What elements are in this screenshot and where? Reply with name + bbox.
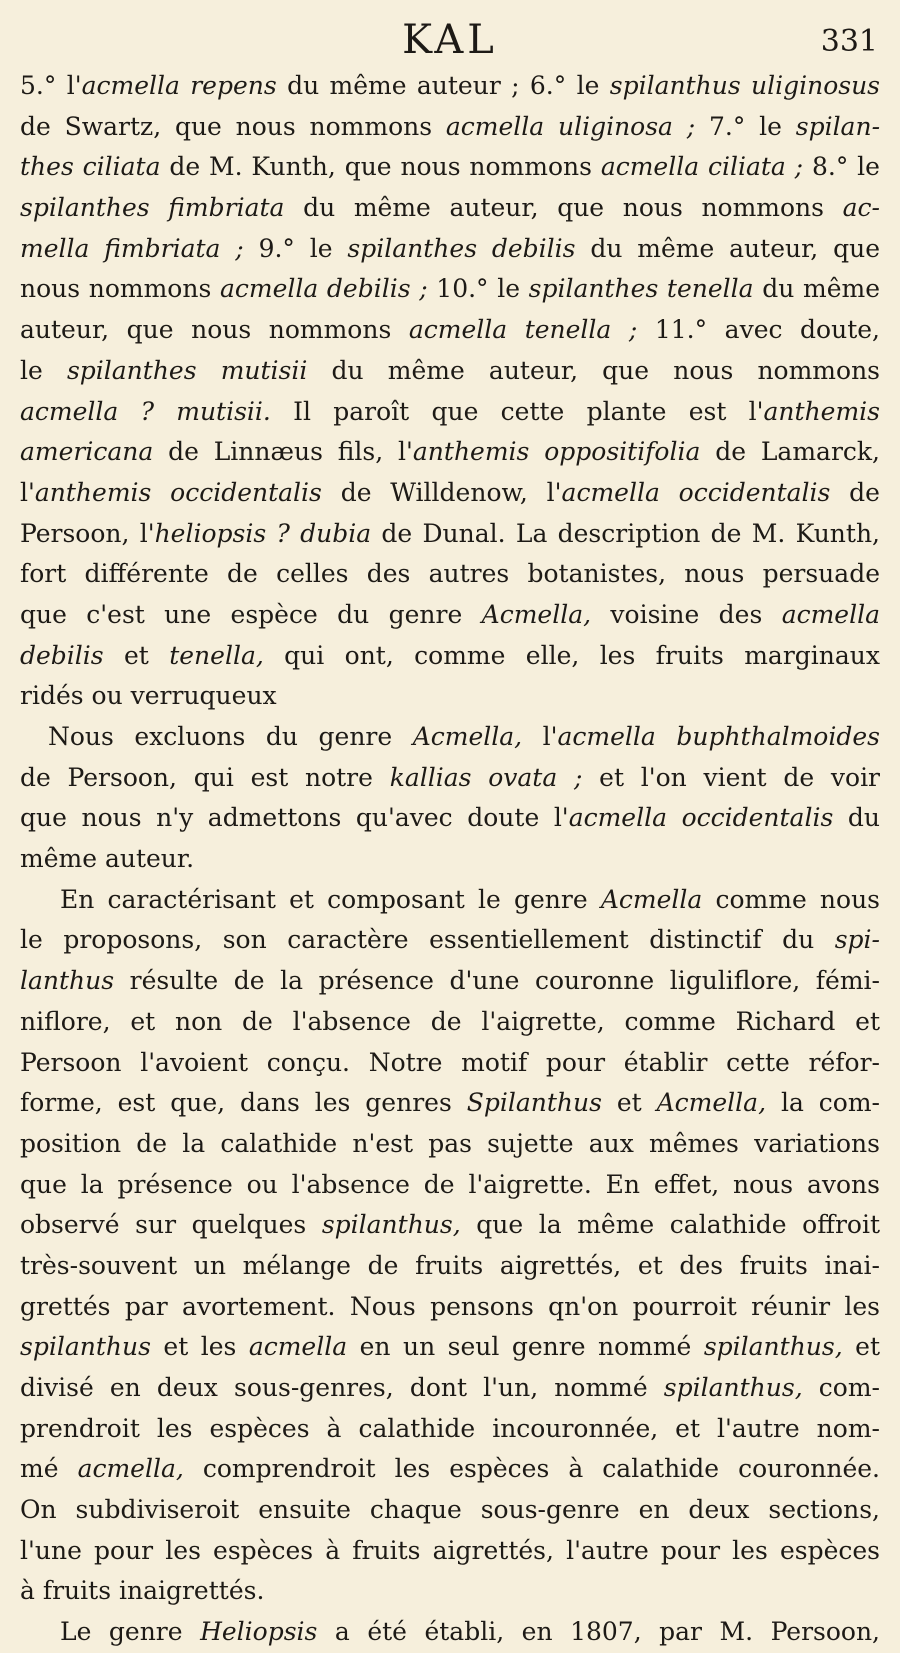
italic-text: Acmella, [412,722,523,751]
text-segment: et [842,1332,880,1362]
text-segment: le [20,355,67,385]
text-segment: 11.° avec doute, [637,315,880,345]
text-line [20,595,880,636]
text-segment: de Swartz, que nous nommons [20,111,446,141]
text-line [20,269,880,310]
text-line [20,717,880,758]
text-segment: de Persoon, qui est notre [20,762,390,792]
text-segment: position de la calathide n'est pas sujette aux mêmes variations [20,1128,880,1158]
italic-text: spilanthus, [321,1210,461,1240]
text-segment: qui ont, comme elle, les fruits marginaux [263,640,880,670]
text-segment: la com- [766,1088,880,1118]
italic-text: Acmella [600,884,703,914]
text-segment: 8.° le [803,152,880,182]
text-line [20,1124,880,1165]
text-line [20,107,880,148]
text-segment: de Dunal. La description de M. Kunth, [371,518,880,548]
text-line [20,1571,880,1612]
italic-text: acmella uliginosa ; [445,111,696,141]
italic-text: thes ciliata [20,152,161,182]
text-segment: le proposons, son caractère essentiellement distinctif du [20,925,835,955]
text-line [20,880,880,921]
text-line [20,229,880,270]
text-segment: Le genre [60,1617,201,1647]
italic-text: acmella ? mutisii. [20,396,271,426]
text-segment: que nous n'y admettons qu'avec doute l' [20,803,569,833]
text-line [20,1002,880,1043]
italic-text: Heliopsis [200,1617,318,1647]
italic-text: acmella [781,599,880,629]
italic-text: lanthus [20,966,115,996]
italic-text: anthemis oppositifolia [412,437,701,467]
text-line [20,839,880,880]
italic-text: debilis [20,640,104,670]
italic-text: acmella, [77,1454,184,1484]
italic-text: spilan- [795,111,880,141]
text-segment: Persoon, l' [20,518,155,548]
text-line [20,758,880,799]
text-line [20,432,880,473]
text-segment: com- [802,1373,880,1402]
text-segment: du même [753,274,880,304]
text-segment: niflore, et non de l'absence de l'aigrette, comme Richard et [20,1006,880,1036]
text-line [20,147,880,188]
text-segment: 9.° le [243,233,348,263]
text-segment: nous nommons [20,274,220,304]
italic-text: Acmella, [656,1088,767,1118]
text-line [20,1612,880,1653]
text-segment: 10.° le [427,274,529,304]
text-line [20,188,880,229]
text-line [20,1043,880,1084]
text-segment: résulte de la présence d'une couronne liguliflore, fémi- [114,966,880,996]
text-segment: de Lamarck, [700,437,880,467]
text-line [20,351,880,392]
text-segment: et [601,1088,657,1118]
text-segment: observé sur quelques [20,1210,322,1240]
text-line [20,66,880,107]
text-segment: de Willdenow, l' [321,477,562,507]
text-segment: divisé en deux sous-genres, dont l'un, nommé [20,1373,664,1402]
text-segment: que la même calathide offroit [460,1210,880,1240]
running-head: KAL [402,17,498,63]
text-segment: forme, est que, dans les genres [20,1088,467,1118]
italic-text: acmella occidentalis [568,803,834,833]
text-line [20,920,880,961]
italic-text: spilanthes tenella [528,274,754,304]
text-line [20,1490,880,1531]
text-line [20,392,880,433]
text-segment: Persoon l'avoient conçu. Notre motif pour établir cette réfor- [20,1047,880,1077]
text-segment: comme nous [702,884,880,914]
text-line [20,1449,880,1490]
text-segment: 7.° le [695,111,796,141]
text-segment: On subdiviseroit ensuite chaque sous-genre en deux sections, [20,1495,880,1525]
text-line [20,1327,880,1368]
italic-text: heliopsis ? dubia [154,518,372,548]
text-segment: l'une pour les espèces à fruits aigrettés, l'autre pour les espèces [20,1535,880,1565]
text-segment: Nous excluons du genre [48,722,413,751]
italic-text: acmella [248,1332,348,1362]
italic-text: acmella buphthalmoides [557,722,880,751]
text-segment: a été établi, en 1807, par M. Persoon, [317,1617,880,1647]
text-segment: de M. Kunth, que nous nommons [160,152,601,182]
text-segment: l' [20,477,35,507]
text-line [20,473,880,514]
page-header [0,14,900,66]
italic-text: spilanthes mutisii [66,355,308,385]
text-line [20,961,880,1002]
text-segment: ridés ou verruqueux [20,681,277,711]
italic-text: Acmella, [481,599,592,629]
text-segment: du même auteur, que [575,233,880,263]
italic-text: anthemis occidentalis [34,477,322,507]
text-line [20,310,880,351]
text-line [20,514,880,555]
italic-text: ac- [842,193,880,223]
text-line [20,1368,880,1409]
text-line [20,636,880,677]
text-segment: très-souvent un mélange de fruits aigrettés, et des fruits inai- [20,1250,880,1280]
italic-text: spilanthus, [703,1332,843,1362]
text-segment: de [830,477,880,507]
italic-text: spilanthes debilis [347,233,576,263]
italic-text: acmella ciliata ; [600,152,804,182]
italic-text: spilanthus uliginosus [609,71,880,100]
text-segment: du même auteur, que nous nommons [307,355,880,385]
text-segment: que c'est une espèce du genre [20,599,482,629]
italic-text: spi- [834,925,880,955]
text-line [20,1409,880,1450]
text-segment: et [103,640,170,670]
text-line [20,554,880,595]
text-line [20,1165,880,1206]
text-segment: et l'on vient de voir [582,762,880,792]
text-segment: fort différente de celles des autres botanistes, nous persuade [20,559,880,589]
text-line [20,1531,880,1572]
text-segment: l' [522,722,558,751]
text-segment: en un seul genre nommé [347,1332,704,1362]
text-segment: grettés par avortement. Nous pensons qn'on pourroit réunir les [20,1291,880,1321]
italic-text: acmella repens [81,71,277,100]
text-segment: voisine des [591,599,782,629]
italic-text: kallias ovata ; [389,762,583,792]
italic-text: spilanthus [20,1332,151,1362]
text-segment: mé [20,1454,78,1484]
text-segment: que la présence ou l'absence de l'aigrette. En effet, nous avons [20,1169,880,1199]
text-segment: même auteur. [20,844,195,874]
text-segment: prendroit les espèces à calathide incouronnée, et l'autre nom- [20,1413,880,1443]
italic-text: anthemis [763,396,880,426]
text-line [20,1205,880,1246]
text-segment: Il paroît que cette plante est l' [270,396,764,426]
text-segment: auteur, que nous nommons [20,315,409,345]
text-line [20,676,880,717]
text-segment: du [833,803,880,833]
text-line [20,798,880,839]
text-segment: de Linnæus fils, l' [153,437,413,467]
italic-text: acmella debilis ; [219,274,428,304]
text-line [20,1287,880,1328]
text-segment: En caractérisant et composant le genre [60,884,601,914]
text-line [20,1246,880,1287]
italic-text: spilanthes fimbriata [20,193,285,223]
text-segment: comprendroit les espèces à calathide couronnée. [183,1454,880,1484]
body-text [20,66,880,1653]
text-segment: 5.° l' [20,71,82,100]
text-line [20,1083,880,1124]
text-segment: à fruits inaigrettés. [20,1576,265,1606]
italic-text: americana [20,437,154,467]
italic-text: acmella tenella ; [408,315,638,345]
italic-text: spilanthus, [663,1373,803,1402]
italic-text: tenella, [169,640,264,670]
text-segment: du même auteur ; 6.° le [276,71,610,100]
text-segment: et les [150,1332,249,1362]
italic-text: Spilanthus [466,1088,602,1118]
text-segment: du même auteur, que nous nommons [284,193,843,223]
italic-text: mella fimbriata ; [20,233,244,263]
page-number: 331 [820,24,878,59]
italic-text: acmella occidentalis [561,477,831,507]
